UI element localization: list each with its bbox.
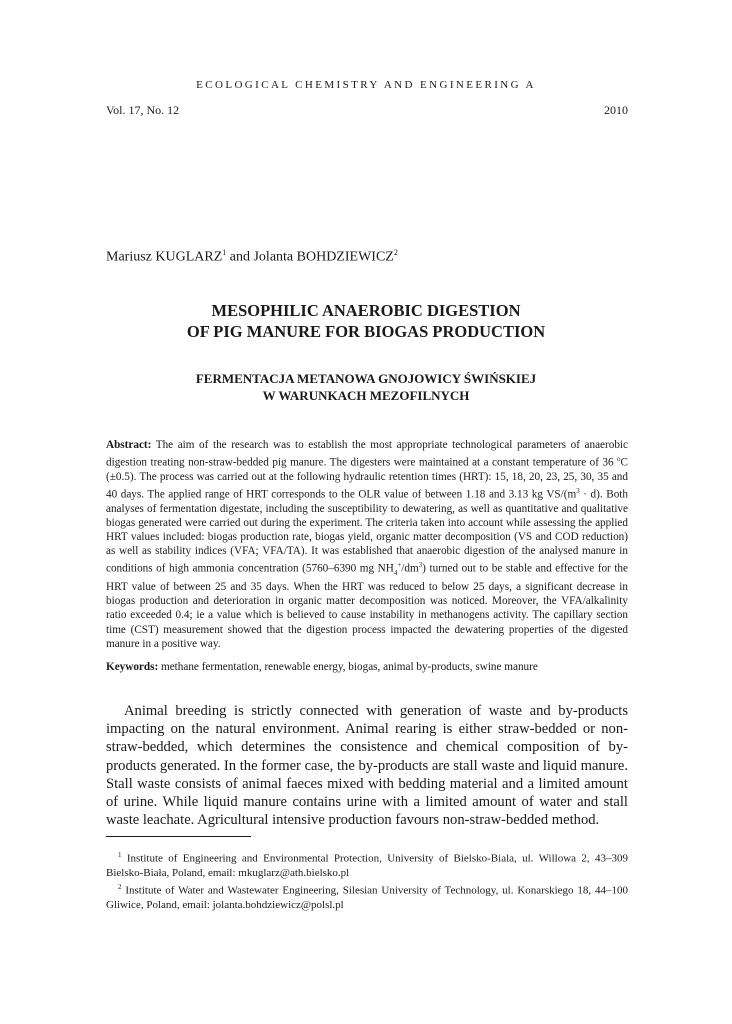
author-1: Mariusz KUGLARZ [106,249,223,265]
footnote-separator [106,836,251,837]
title-line-2: OF PIG MANURE FOR BIOGAS PRODUCTION [186,322,546,341]
cubic-mark: 3 [576,487,580,496]
footnote-2 [106,880,628,912]
author-1-affiliation-mark: 1 [222,248,227,257]
abstract-label: Abstract: [106,439,152,451]
footnote-1 [106,848,628,880]
author-2-affiliation-mark: 2 [393,248,398,257]
body-paragraph: Animal breeding is strictly connected with generation of waste and by-products impacting on the natural environment. Animal rearing is either straw-bedded or non-straw-bedded, which determines the consistence and chemical composition of by-products generated. In the former case, the by-products are stall waste and liquid manure. Stall waste consists of animal faeces mixed with bedding material and a limited amount of urine. While liquid manure contains urine with a limited amount of water and stall waste leachate. Agricultural intensive production favours non-straw-bedded method. [106,703,628,829]
title-line-1: MESOPHILIC ANAEROBIC DIGESTION [211,301,521,320]
cubic-mark-2: 3 [418,561,423,570]
keywords-text: methane fermentation, renewable energy, biogas, animal by-products, swine manure [158,661,538,673]
volume-issue: Vol. 17, No. 12 [106,103,180,117]
abstract-text-5: ) turned out to be stable and effective for the HRT value of between 25 and 35 days. When the HRT was reduced to below 25 days, a significant decrease in biogas production and deterioration in organic matter decomposition was noticed. Moreover, the VFA/alkalinity ratio exceeded 0.4; ie a value which is believed to cause instability in methanogens activity. The capillary section time (CST) measurement showed that the digestion process impacted the dewatering properties of the digested manure in a positive way. [106,562,628,650]
paper-subtitle-polish [0,370,732,404]
subtitle-line-2: W WARUNKACH MEZOFILNYCH [262,388,470,403]
abstract-text-1: The aim of the research was to establish the most appropriate technological parameters of anaerobic digestion treating non-straw-bedded pig manure. The digesters were maintained at a constant temperature of 36 [106,439,628,469]
abstract-text-3: · d). Both analyses of fermentation digestate, including the susceptibility to dewatering, as well as quantitative and qualitative biogas generated were carried out during the experiment. The criteria taken into account while assessing the applied HRT values included: biogas production rate, biogas yield, organic matter decomposition (VS and COD reduction) as well as stability indices (VFA; VFA/TA). It was established that anaerobic digestion of the analysed manure in conditions of high ammonia concentration (5760–6390 mg NH [106,488,628,575]
keywords-label: Keywords: [106,661,159,673]
footnote-1-mark: 1 [118,851,122,859]
footnote-2-text: Institute of Water and Wastewater Engineering, Silesian University of Technology, ul. Konarskiego 18, 44–100 Gliwice, Poland, email: jolanta.bohdziewicz@polsl.pl [106,884,628,911]
abstract-text-2: C (±0.5). The process was carried out at the following hydraulic retention times (HRT): 15, 18, 20, 23, 25, 30, 35 and 40 days. The applied range of HRT corresponds to the OLR value of between 1.18 and 3.13 kg VS/(m [106,456,628,501]
keywords [106,660,628,674]
author-2: Jolanta BOHDZIEWICZ [253,249,394,265]
plus-mark: + [397,561,402,570]
subscript-4: 4 [393,569,398,578]
subtitle-line-1: FERMENTACJA METANOWA GNOJOWICY ŚWIŃSKIEJ [195,371,537,386]
degree-mark: o [617,455,621,464]
publication-year: 2010 [604,103,628,117]
paper-title [0,300,732,342]
footnote-2-mark: 2 [118,883,122,891]
abstract [106,438,628,651]
footnote-1-text: Institute of Engineering and Environmental Protection, University of Bielsko-Biala, ul. Willowa 2, 43–309 Bielsko-Biała, Poland, email: mkuglarz@ath.bielsko.pl [106,852,628,879]
author-conjunction: and [226,249,254,265]
author-line [106,248,398,266]
journal-name: ECOLOGICAL CHEMISTRY AND ENGINEERING A [196,79,536,91]
abstract-text-4: /dm [401,562,419,575]
